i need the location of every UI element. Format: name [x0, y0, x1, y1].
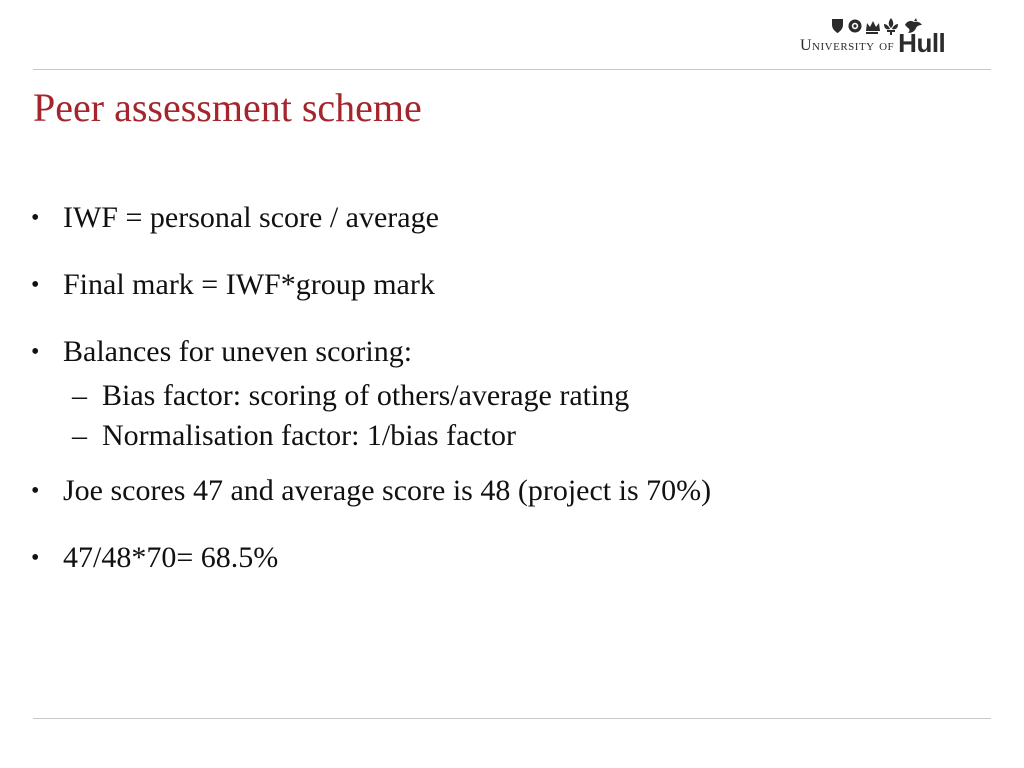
- footer-divider: [33, 718, 991, 719]
- logo-hull: Hull: [898, 28, 946, 58]
- bullet-text: Joe scores 47 and average score is 48 (project is 70%): [63, 474, 712, 507]
- bullet-text: Balances for uneven scoring:: [63, 335, 413, 368]
- bullet-item: [30, 330, 990, 374]
- bullet-dot-icon: •: [31, 478, 40, 504]
- sub-bullet-text: Normalisation factor: 1/bias factor: [102, 419, 517, 452]
- logo-university-of: University of: [800, 37, 895, 54]
- bullet-text: IWF = personal score / average: [63, 201, 439, 234]
- logo-wordmark: [800, 30, 945, 56]
- header-divider: [33, 69, 991, 70]
- sub-bullet-dash-icon: –: [72, 379, 87, 412]
- bullet-dot-icon: •: [31, 205, 40, 231]
- bullet-list: [30, 196, 990, 603]
- sub-bullet-dash-icon: –: [72, 419, 87, 452]
- university-of-hull-logo: [798, 16, 996, 56]
- bullet-dot-icon: •: [31, 339, 40, 365]
- bullet-item: [30, 469, 990, 513]
- bullet-dot-icon: •: [31, 545, 40, 571]
- bullet-text: 47/48*70= 68.5%: [63, 541, 279, 574]
- slide-title: Peer assessment scheme: [33, 85, 422, 130]
- bullet-item: [30, 196, 990, 240]
- sub-bullet-item: [30, 376, 990, 416]
- bullet-dot-icon: •: [31, 272, 40, 298]
- sub-bullet-item: [30, 416, 990, 456]
- bullet-item: [30, 536, 990, 580]
- bullet-item: [30, 263, 990, 307]
- sub-bullet-text: Bias factor: scoring of others/average rating: [102, 379, 630, 412]
- bullet-text: Final mark = IWF*group mark: [63, 268, 435, 301]
